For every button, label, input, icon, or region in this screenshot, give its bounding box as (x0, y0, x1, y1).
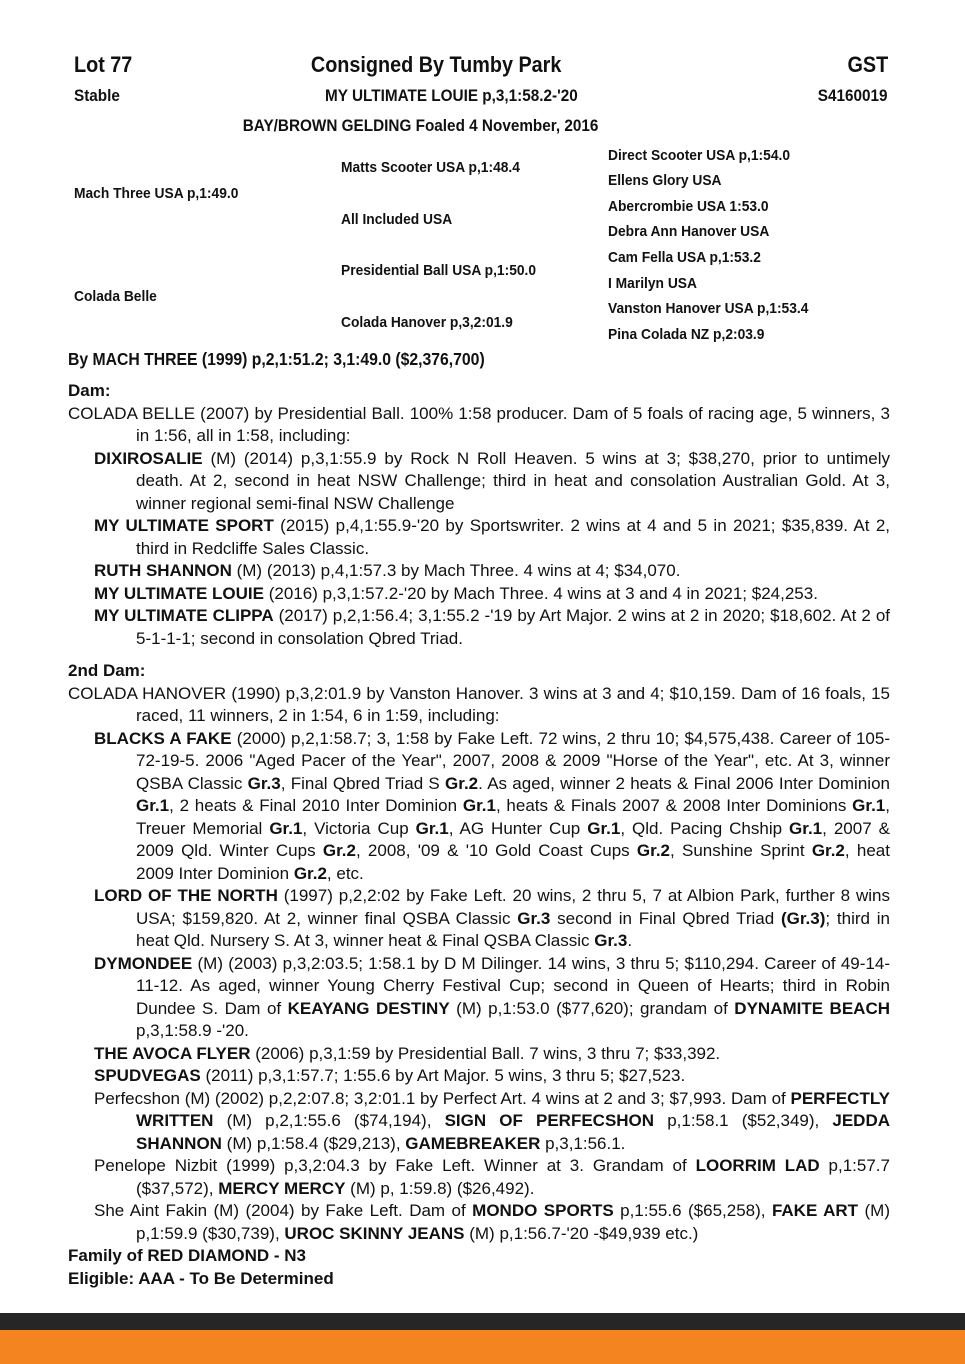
dam-heading: Dam: (68, 381, 111, 400)
eligibility-line: Eligible: AAA - To Be Determined (68, 1268, 334, 1288)
text-segment: , Qld. Pacing Chship (620, 818, 790, 838)
progeny-details: (2016) p,3,1:57.2-'20 by Mach Three. 4 wins at 3 and 4 in 2021; $24,253. (264, 583, 818, 603)
bold-segment: SIGN OF PERFECSHON (444, 1111, 655, 1130)
sire-summary-text: By MACH THREE (1999) p,2,1:51.2; 3,1:49.0 ($2,376,700) (68, 349, 485, 369)
bold-segment: Gr.2 (293, 863, 327, 883)
text-segment: (M) p, 1:59.8) ($26,492). (345, 1178, 535, 1198)
text-segment: (M) p,1:58.4 ($29,213), (221, 1133, 406, 1153)
consignor-text: Consigned By Tumby Park (310, 52, 562, 77)
text-segment: , Treuer Memorial (136, 796, 890, 838)
second-dam-progeny-entry (68, 885, 890, 953)
bold-segment: Gr.2 (445, 773, 479, 793)
text-segment: p,3,1:58.9 -'20. (136, 1021, 249, 1040)
bold-segment: GAMEBREAKER (405, 1133, 541, 1153)
second-dam-progeny-entry (68, 728, 890, 886)
text-segment: (M) p,1:53.0 ($77,620); grandam of (449, 998, 735, 1018)
bold-segment: THE AVOCA FLYER (94, 1043, 251, 1063)
text-segment: , 2 heats & Final 2010 Inter Dominion (169, 796, 463, 815)
second-dam-progeny-entry (68, 1088, 890, 1156)
bold-segment: Gr.1 (852, 796, 886, 815)
pedigree-dam-dam: Colada Hanover p,3,2:01.9 (341, 314, 513, 331)
text-segment: (M) p,2,1:55.6 ($74,194), (213, 1111, 445, 1130)
progeny-details: (M) (2013) p,4,1:57.3 by Mach Three. 4 wins at 4; $34,070. (231, 561, 681, 580)
location-text: Stable (74, 86, 120, 105)
consignor (0, 52, 872, 78)
bold-segment: LORD OF THE NORTH (94, 886, 278, 905)
dam-progeny-entry (68, 448, 890, 516)
progeny-details: (2015) p,4,1:55.9-'20 by Sportswriter. 2 wins at 4 and 5 in 2021; $35,839. At 2, third in Redcliffe Sales Classic. (136, 516, 890, 558)
text-segment: , Sunshine Sprint (670, 841, 812, 860)
horse-description (0, 116, 842, 136)
bold-segment: Gr.2 (811, 841, 845, 860)
text-segment: , Victoria Cup (302, 818, 416, 838)
bold-segment: Gr.1 (136, 796, 170, 815)
bold-segment: Gr.1 (462, 796, 496, 815)
text-segment: (2006) p,3,1:59 by Presidential Ball. 7 wins, 3 thru 7; $33,392. (250, 1043, 721, 1063)
text-segment: p,1:58.1 ($52,349), (654, 1111, 833, 1130)
pedigree-g3-8: Pina Colada NZ p,2:03.9 (608, 326, 765, 343)
bold-segment: Gr.3 (517, 908, 551, 928)
bold-segment: MONDO SPORTS (472, 1201, 614, 1220)
horse-title (0, 86, 902, 106)
text-segment: , Final Qbred Triad S (280, 773, 446, 793)
text-segment: p,1:57.7 ($37,572), (136, 1156, 890, 1198)
bold-segment: UROC SKINNY JEANS (284, 1223, 465, 1243)
bold-segment: JEDDA SHANNON (136, 1111, 891, 1153)
bold-segment: Gr.3 (247, 773, 281, 793)
dam-progeny-entry (68, 560, 890, 583)
pedigree-g3-4: Debra Ann Hanover USA (608, 223, 770, 240)
pedigree-dam: Colada Belle (74, 288, 157, 305)
progeny-name: MY ULTIMATE SPORT (94, 516, 274, 535)
bold-segment: Gr.1 (587, 818, 621, 838)
bold-segment: KEAYANG DESTINY (287, 998, 450, 1018)
bold-segment: BLACKS A FAKE (94, 728, 232, 748)
pedigree-sire-dam: All Included USA (341, 211, 453, 228)
pedigree-g3-7: Vanston Hanover USA p,1:53.4 (608, 300, 809, 317)
text-segment: p,1:55.6 ($65,258), (613, 1201, 772, 1220)
registration-text: S4160019 (818, 86, 888, 105)
pedigree-g3-5: Cam Fella USA p,1:53.2 (608, 249, 761, 266)
bold-segment: Gr.3 (594, 931, 628, 950)
second-dam-progeny-list (68, 728, 890, 1246)
pedigree-g3-6: I Marilyn USA (608, 275, 697, 292)
progeny-details: (2017) p,2,1:56.4; 3,1:55.2 -'19 by Art Major. 2 wins at 2 in 2020; $18,602. At 2 of 5-1-1-1; second in consolation Qbred Triad. (136, 606, 890, 648)
pedigree-g3-2: Ellens Glory USA (608, 172, 722, 189)
horse-title-text: MY ULTIMATE LOUIE p,3,1:58.2-'20 (324, 86, 578, 105)
bold-segment: PERFECTLY WRITTEN (136, 1088, 890, 1130)
second-dam-heading: 2nd Dam: (68, 661, 146, 680)
second-dam-progeny-entry (68, 1155, 890, 1200)
footer-dark-bar (0, 1313, 965, 1330)
text-segment: , heat 2009 Inter Dominion (136, 841, 890, 883)
family-line: Family of RED DIAMOND - N3 (68, 1246, 307, 1265)
text-segment: (M) p,1:59.9 ($30,739), (136, 1201, 890, 1243)
bold-segment: Gr.1 (269, 818, 303, 838)
bold-segment: Gr.2 (636, 841, 671, 860)
dam-progeny-entry (68, 605, 890, 650)
footer-orange-bar (0, 1330, 965, 1364)
bold-segment: LOORRIM LAD (695, 1156, 820, 1175)
progeny-name: MY ULTIMATE CLIPPA (94, 606, 274, 625)
text-segment: , 2007 & 2009 Qld. Winter Cups (136, 818, 890, 860)
text-segment: , etc. (326, 863, 364, 883)
text-segment: (2011) p,3,1:57.7; 1:55.6 by Art Major. 5 wins, 3 thru 5; $27,523. (200, 1066, 686, 1085)
bold-segment: Gr.1 (415, 818, 449, 838)
second-dam-progeny-entry (68, 1043, 890, 1066)
text-segment: She Aint Fakin (M) (2004) by Fake Left. Dam of (94, 1201, 473, 1220)
dam-progeny-list (68, 448, 890, 651)
sire-summary (68, 349, 531, 370)
pedigree-g3-1: Direct Scooter USA p,1:54.0 (608, 147, 791, 164)
text-segment: (M) p,1:56.7-'20 -$49,939 etc.) (464, 1223, 699, 1243)
pedigree-dam-sire: Presidential Ball USA p,1:50.0 (341, 262, 537, 279)
dam-progeny-entry (68, 515, 890, 560)
bold-segment: Gr.1 (789, 818, 823, 838)
second-dam-progeny-entry (68, 953, 890, 1043)
second-dam-progeny-entry (68, 1065, 890, 1088)
pedigree-g3-3: Abercrombie USA 1:53.0 (608, 198, 769, 215)
text-segment: . As aged, winner 2 heats & Final 2006 Inter Dominion (478, 773, 890, 793)
lot-code (843, 52, 888, 78)
text-segment: p,3,1:56.1. (540, 1133, 626, 1153)
produce-record (68, 380, 890, 1290)
progeny-name: RUTH SHANNON (94, 561, 232, 580)
pedigree-sire-sire: Matts Scooter USA p,1:48.4 (341, 159, 520, 176)
text-segment: Penelope Nizbit (1999) p,3,2:04.3 by Fake Left. Winner at 3. Grandam of (94, 1156, 696, 1175)
progeny-name: MY ULTIMATE LOUIE (94, 583, 264, 603)
text-segment: (2000) p,2,1:58.7; 3, 1:58 by Fake Left. 72 wins, 2 thru 10; $4,575,438. Career of 105-72-19-5. 2006 "Aged Pacer of the Year", 2007, 2008 & 2009 "Horse of the Year", etc. At 3, winner QSBA Classic (136, 728, 890, 793)
text-segment: (M) (2003) p,3,2:03.5; 1:58.1 by D M Dilinger. 14 wins, 3 thru 5; $110,294. Career of 49-14-11-12. As aged, winner Young Cherry Festival Cup; second in Queen of Hearts; third in Robin Dundee S. Dam of (136, 953, 890, 1018)
lot-code-text: GST (847, 52, 888, 77)
progeny-name: DIXIROSALIE (94, 448, 203, 468)
bold-segment: MERCY MERCY (218, 1178, 346, 1198)
text-segment: . (627, 931, 633, 950)
text-segment: Perfecshon (M) (2002) p,2,2:07.8; 3,2:01.1 by Perfect Art. 4 wins at 2 and 3; $7,993. Dam of (94, 1088, 791, 1108)
horse-description-text: BAY/BROWN GELDING Foaled 4 November, 2016 (243, 116, 599, 135)
text-segment: (1997) p,2,2:02 by Fake Left. 20 wins, 2 thru 5, 7 at Albion Park, further 8 wins USA; $159,820. At 2, winner final QSBA Classic (136, 886, 890, 928)
bold-segment: DYMONDEE (94, 953, 193, 973)
second-dam-intro: COLADA HANOVER (1990) p,3,2:01.9 by Vanston Hanover. 3 wins at 3 and 4; $10,159. Dam of 16 foals, 15 raced, 11 winners, 2 in 1:54, 6 in 1:59, including: (68, 683, 890, 725)
dam-intro: COLADA BELLE (2007) by Presidential Ball. 100% 1:58 producer. Dam of 5 foals of racing age, 5 winners, 3 in 1:56, all in 1:58, including: (68, 403, 890, 445)
bold-segment: Gr.2 (322, 841, 356, 860)
text-segment: second in Final Qbred Triad (550, 908, 781, 928)
registration-number (810, 86, 888, 106)
text-segment: ; third in heat Qld. Nursery S. At 3, winner heat & Final QSBA Classic (136, 908, 891, 950)
progeny-details: (M) (2014) p,3,1:55.9 by Rock N Roll Heaven. 5 wins at 3; $38,270, prior to untimely death. At 2, second in heat NSW Challenge; third in heat and consolation Australian Gold. At 3, winner regional semi-final NSW Challenge (136, 448, 890, 513)
bold-segment: (Gr.3) (781, 908, 826, 928)
text-segment: , 2008, '09 & '10 Gold Coast Cups (355, 841, 637, 860)
bold-segment: FAKE ART (771, 1201, 859, 1220)
bold-segment: DYNAMITE BEACH (734, 998, 891, 1018)
text-segment: , AG Hunter Cup (448, 818, 588, 838)
lot-number-text: Lot 77 (74, 52, 133, 77)
text-segment: , heats & Finals 2007 & 2008 Inter Dominions (495, 796, 853, 815)
bold-segment: SPUDVEGAS (94, 1066, 201, 1085)
dam-progeny-entry (68, 583, 890, 606)
pedigree-sire: Mach Three USA p,1:49.0 (74, 185, 239, 202)
second-dam-progeny-entry (68, 1200, 890, 1245)
